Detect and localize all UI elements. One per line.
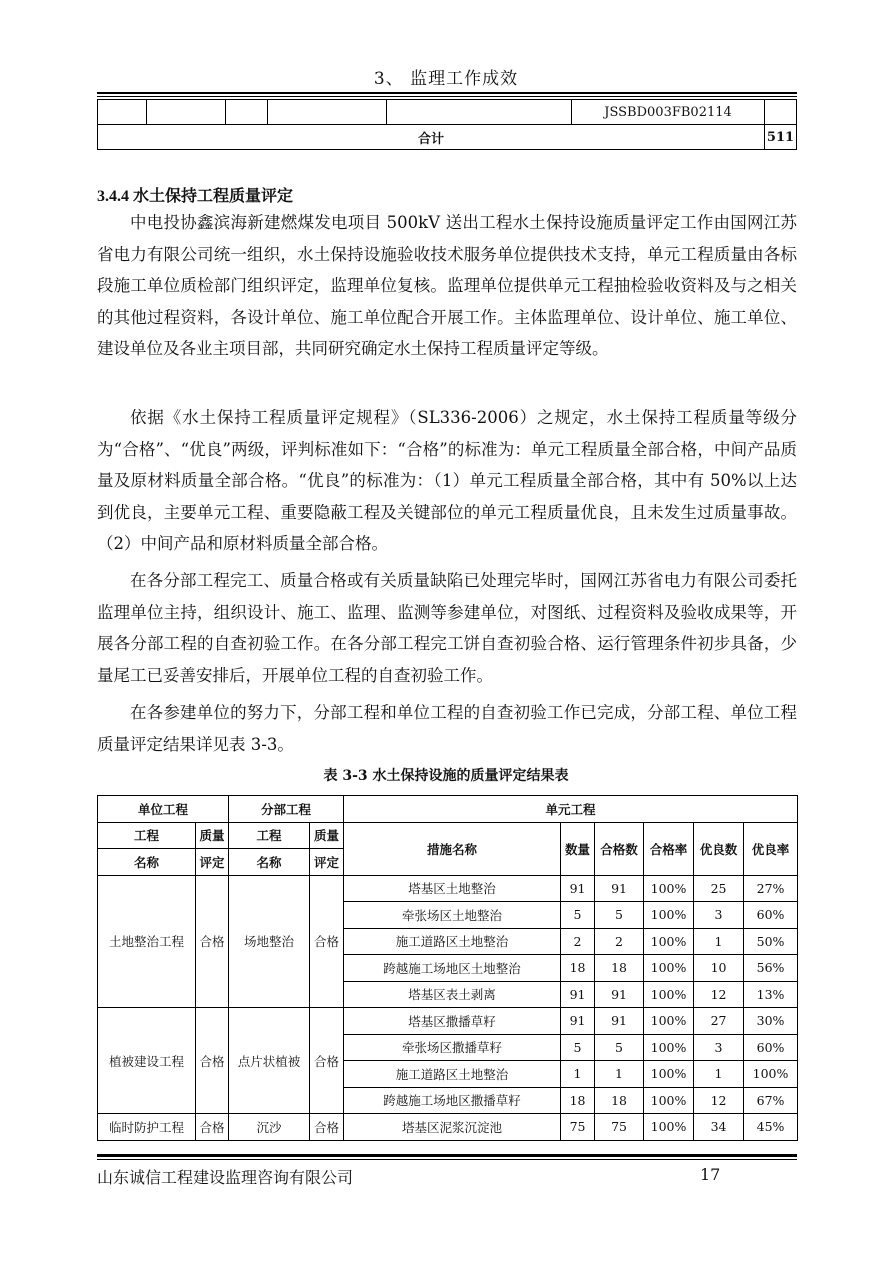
count: 91 xyxy=(561,1008,595,1035)
unit-project-name: 植被建设工程 xyxy=(98,1008,196,1114)
footer-company: 山东诚信工程建设监理咨询有限公司 xyxy=(97,1168,354,1187)
excellent-count: 12 xyxy=(694,981,744,1008)
count: 2 xyxy=(561,928,595,955)
pass-rate: 100% xyxy=(644,1008,694,1035)
header-pass-count: 合格数 xyxy=(595,822,644,875)
footer-rule-thin xyxy=(97,1159,797,1160)
measure-name: 塔基区表土剥离 xyxy=(344,981,561,1008)
paragraph-1: 中电投协鑫滨海新建燃煤发电项目 500kV 送出工程水土保持设施质量评定工作由国网江苏省电力有限公司统一组织，水土保持设施验收技术服务单位提供技术支持，单元工程质量由各标段施工单位质检部门组织评定，监理单位复核。监理单位提供单元工程抽检验收资料及与之相关的其他过程资料，各设计单位、施工单位配合开展工作。主体监理单位、设计单位、施工单位、建设单位及各业主项目部，共同研究确定水土保持工程质量评定等级。 xyxy=(97,213,797,359)
excellent-rate: 56% xyxy=(744,955,798,982)
table-row xyxy=(98,1008,798,1035)
count: 91 xyxy=(561,875,595,902)
measure-name: 施工道路区土地整治 xyxy=(344,928,561,955)
count: 18 xyxy=(561,955,595,982)
table-row xyxy=(98,1114,798,1141)
count: 1 xyxy=(561,1061,595,1088)
page-number: 17 xyxy=(700,1165,721,1184)
header-pass-rate: 合格率 xyxy=(644,822,694,875)
unit-project-grade: 合格 xyxy=(196,1008,229,1114)
excellent-rate: 100% xyxy=(744,1061,798,1088)
excellent-rate: 60% xyxy=(744,902,798,929)
excellent-rate: 50% xyxy=(744,928,798,955)
header-unit-project: 单位工程 xyxy=(98,796,229,823)
section-heading: 3.4.4 水土保持工程质量评定 xyxy=(97,188,294,205)
excellent-count: 34 xyxy=(694,1114,744,1141)
excellent-count: 1 xyxy=(694,1061,744,1088)
pass-rate: 100% xyxy=(644,1061,694,1088)
pass-rate: 100% xyxy=(644,1034,694,1061)
header-rule xyxy=(97,92,797,94)
header-excellent-count: 优良数 xyxy=(694,822,744,875)
table-header-row xyxy=(98,822,798,849)
count: 5 xyxy=(561,1034,595,1061)
excellent-rate: 13% xyxy=(744,981,798,1008)
pass-count: 75 xyxy=(595,1114,644,1141)
header-measure-name: 措施名称 xyxy=(344,822,561,875)
pass-rate: 100% xyxy=(644,1114,694,1141)
paragraph-2: 依据《水土保持工程质量评定规程》（SL336-2006）之规定，水土保持工程质量等级分为“合格”、“优良”两级，评判标准如下：“合格”的标准为：单元工程质量全部合格，中间产品质量及原材料质量全部合格。“优良”的标准为：（1）单元工程质量全部合格，其中有 50%以上达到优良，主要单元工程、重要隐蔽工程及关键部位的单元工程质量优良，且未发生过质量事故。（2）中间产品和原材料质量全部合格。 xyxy=(97,408,797,554)
table-row xyxy=(98,100,797,125)
header-sub-project: 分部工程 xyxy=(229,796,344,823)
excellent-count: 12 xyxy=(694,1087,744,1114)
measure-name: 跨越施工场地区土地整治 xyxy=(344,955,561,982)
excellent-rate: 60% xyxy=(744,1034,798,1061)
sub-project-grade: 合格 xyxy=(310,875,344,1008)
measure-name: 施工道路区土地整治 xyxy=(344,1061,561,1088)
header-element-project: 单元工程 xyxy=(344,796,798,823)
unit-project-grade: 合格 xyxy=(196,1114,229,1141)
count: 75 xyxy=(561,1114,595,1141)
pass-count: 91 xyxy=(595,1008,644,1035)
pass-count: 18 xyxy=(595,955,644,982)
measure-name: 跨越施工场地区撒播草籽 xyxy=(344,1087,561,1114)
excellent-count: 10 xyxy=(694,955,744,982)
pass-count: 91 xyxy=(595,981,644,1008)
header-gongcheng: 工程 xyxy=(98,822,196,849)
header-pingding: 评定 xyxy=(196,849,229,876)
excellent-rate: 30% xyxy=(744,1008,798,1035)
pass-count: 1 xyxy=(595,1061,644,1088)
measure-name: 塔基区泥浆沉淀池 xyxy=(344,1114,561,1141)
excellent-count: 27 xyxy=(694,1008,744,1035)
excellent-rate: 45% xyxy=(744,1114,798,1141)
pass-rate: 100% xyxy=(644,902,694,929)
measure-name: 牵张场区土地整治 xyxy=(344,902,561,929)
pass-rate: 100% xyxy=(644,981,694,1008)
quality-table xyxy=(97,795,798,1141)
header-gongcheng: 工程 xyxy=(229,822,310,849)
footer-rule xyxy=(97,1154,797,1157)
header-mingcheng: 名称 xyxy=(98,849,196,876)
header-zhiliang: 质量 xyxy=(310,822,344,849)
excellent-rate: 27% xyxy=(744,875,798,902)
total-value: 511 xyxy=(764,125,796,150)
header-count: 数量 xyxy=(561,822,595,875)
pass-rate: 100% xyxy=(644,928,694,955)
paragraph-4: 在各参建单位的努力下，分部工程和单位工程的自查初验工作已完成，分部工程、单位工程质量评定结果详见表 3-3。 xyxy=(97,703,797,754)
sub-project-grade: 合格 xyxy=(310,1114,344,1141)
table-caption: 表 3-3 水土保持设施的质量评定结果表 xyxy=(323,768,569,784)
table-header-row xyxy=(98,796,798,823)
header-rule-thin xyxy=(97,96,797,97)
pass-rate: 100% xyxy=(644,955,694,982)
sub-project-grade: 合格 xyxy=(310,1008,344,1114)
measure-name: 塔基区撒播草籽 xyxy=(344,1008,561,1035)
unit-project-name: 土地整治工程 xyxy=(98,875,196,1008)
record-code: JSSBD003FB02114 xyxy=(572,100,765,125)
pass-count: 5 xyxy=(595,902,644,929)
header-mingcheng: 名称 xyxy=(229,849,310,876)
sub-project-name: 沉沙 xyxy=(229,1114,310,1141)
excellent-count: 1 xyxy=(694,928,744,955)
unit-project-name: 临时防护工程 xyxy=(98,1114,196,1141)
sub-project-name: 点片状植被 xyxy=(229,1008,310,1114)
count: 18 xyxy=(561,1087,595,1114)
excellent-rate: 67% xyxy=(744,1087,798,1114)
total-row xyxy=(98,125,797,150)
pass-rate: 100% xyxy=(644,1087,694,1114)
count: 5 xyxy=(561,902,595,929)
page-header-title: 3、 监理工作成效 xyxy=(373,69,519,89)
unit-project-grade: 合格 xyxy=(196,875,229,1008)
header-excellent-rate: 优良率 xyxy=(744,822,798,875)
measure-name: 塔基区土地整治 xyxy=(344,875,561,902)
excellent-count: 3 xyxy=(694,902,744,929)
sub-project-name: 场地整治 xyxy=(229,875,310,1008)
measure-name: 牵张场区撒播草籽 xyxy=(344,1034,561,1061)
pass-count: 18 xyxy=(595,1087,644,1114)
count: 91 xyxy=(561,981,595,1008)
header-zhiliang: 质量 xyxy=(196,822,229,849)
pass-count: 91 xyxy=(595,875,644,902)
total-label: 合计 xyxy=(98,125,765,150)
pass-rate: 100% xyxy=(644,875,694,902)
continued-table xyxy=(97,99,797,150)
paragraph-3: 在各分部工程完工、质量合格或有关质量缺陷已处理完毕时，国网江苏省电力有限公司委托监理单位主持，组织设计、施工、监理、监测等参建单位，对图纸、过程资料及验收成果等，开展各分部工程的自查初验工作。在各分部工程完工饼自查初验合格、运行管理条件初步具备，少量尾工已妥善安排后，开展单位工程的自查初验工作。 xyxy=(97,571,797,685)
header-pingding: 评定 xyxy=(310,849,344,876)
pass-count: 2 xyxy=(595,928,644,955)
excellent-count: 3 xyxy=(694,1034,744,1061)
table-row xyxy=(98,875,798,902)
excellent-count: 25 xyxy=(694,875,744,902)
pass-count: 5 xyxy=(595,1034,644,1061)
